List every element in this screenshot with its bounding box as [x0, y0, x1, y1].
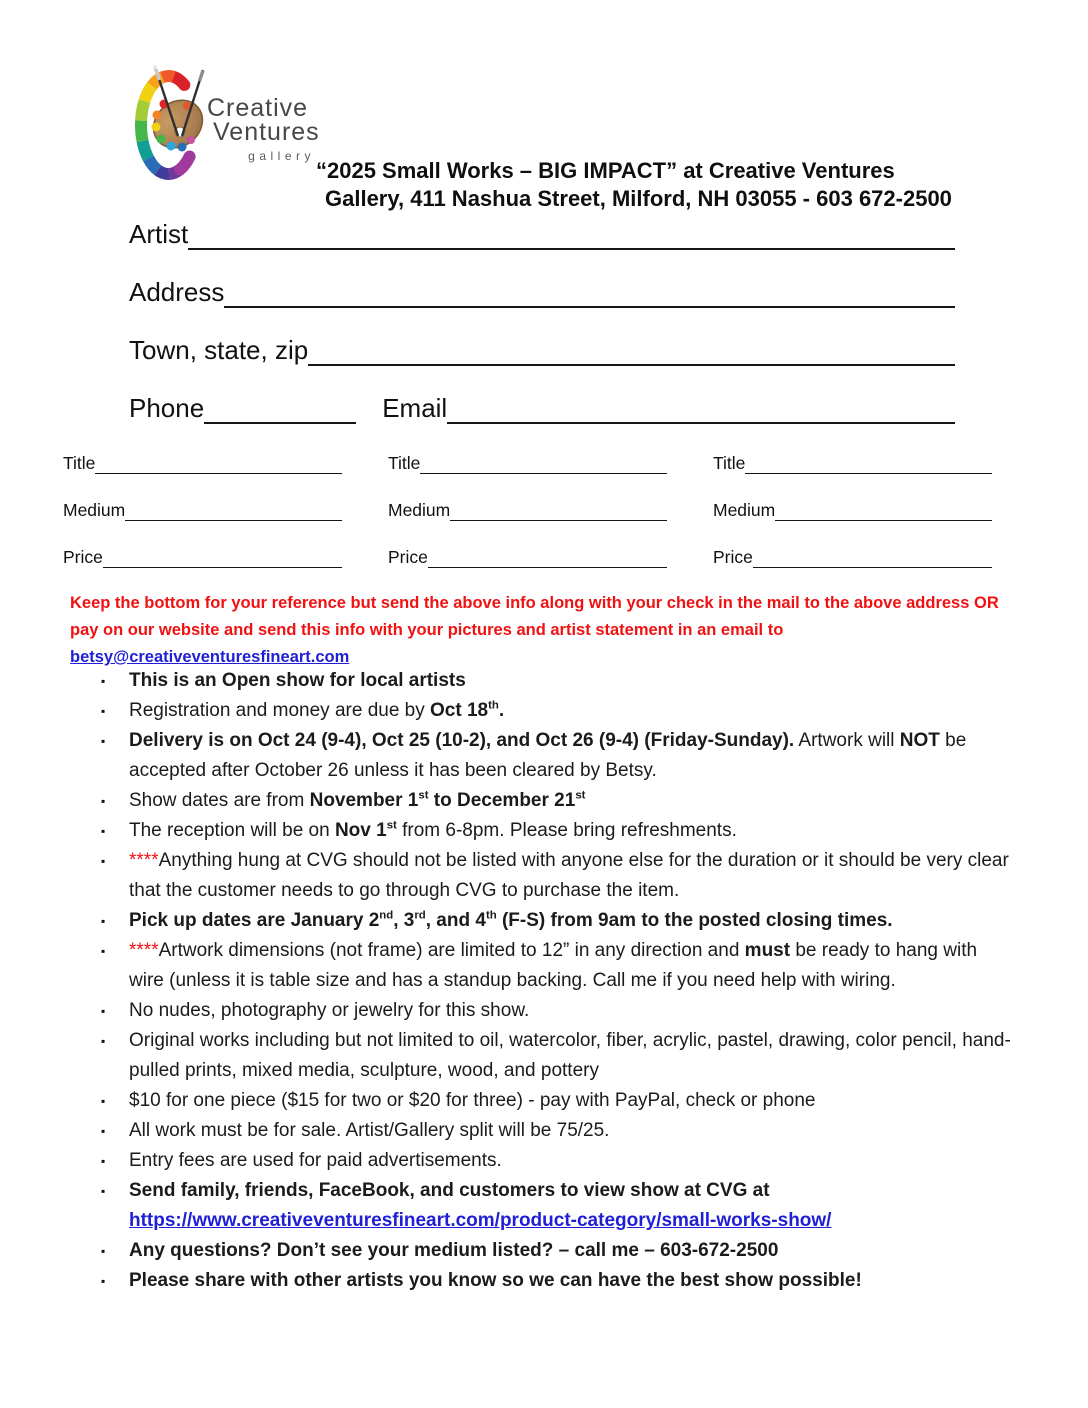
rules-list-item [100, 816, 1015, 846]
bullet-square-icon: ▪ [101, 734, 106, 748]
medium-blank-line [775, 496, 992, 521]
rules-list-item [100, 846, 1015, 906]
field-label-address: Address [129, 277, 225, 307]
text-run: rd [414, 909, 426, 922]
text-run: Oct 18 [430, 700, 489, 721]
text-run: to December 21 [428, 790, 576, 811]
rules-list-item [100, 936, 1015, 996]
address-blank-line [224, 272, 955, 308]
bullet-square-icon: ▪ [101, 1004, 106, 1018]
bullet-square-icon: ▪ [101, 674, 106, 688]
field-label-artist: Artist [129, 219, 189, 249]
text-run: from 6-8pm. Please bring refreshments. [396, 820, 737, 841]
rules-list-item [100, 1086, 1015, 1116]
field-label-medium: Medium [63, 500, 126, 520]
text-run: be ready to hang with wire (unless it is table size and has a standup backing. Call me if you need help with wiring. [129, 940, 978, 991]
text-run: Artwork will [794, 730, 900, 751]
rules-list-item [100, 726, 1015, 786]
text-run: **** [129, 940, 159, 961]
text-run: Nov 1 [334, 820, 387, 841]
text-run: $10 for one piece ($15 for two or $20 for three) - pay with PayPal, check or phone [129, 1090, 816, 1111]
text-run: st [386, 819, 397, 832]
rules-list-item [100, 666, 1015, 696]
bullet-square-icon: ▪ [101, 794, 106, 808]
artwork-field-row [713, 450, 992, 474]
rules-list [100, 666, 1015, 1296]
artwork-field-row [63, 497, 342, 521]
contact-field-row [129, 216, 955, 250]
artwork-field-row [713, 544, 992, 568]
bullet-square-icon: ▪ [101, 1184, 106, 1198]
logo-name-line2: Ventures [213, 118, 320, 146]
text-run: Registration and money are due by [129, 700, 431, 721]
mail-instructions [70, 590, 1030, 671]
text-run: Please share with other artists you know so we can have the best show possible! [129, 1270, 862, 1291]
price-blank-line [753, 543, 992, 568]
text-run: No nudes, photography or jewelry for this show. [129, 1000, 530, 1021]
show-url-link[interactable]: https://www.creativeventuresfineart.com/product-category/small-works-show/ [129, 1210, 832, 1231]
text-run: nd [379, 909, 394, 922]
logo-subtitle: gallery [248, 149, 315, 163]
rules-list-item [100, 1266, 1015, 1296]
email-blank-line [447, 388, 955, 424]
artwork-field-row [63, 544, 342, 568]
text-run: th [488, 699, 499, 712]
creative-ventures-logo [128, 60, 328, 195]
title-blank-line [95, 449, 342, 474]
contact-field-row [129, 390, 955, 424]
bullet-square-icon: ▪ [101, 1124, 106, 1138]
text-run: Pick up dates are January 2 [129, 910, 380, 931]
town-state-zip-blank-line [308, 330, 955, 366]
medium-blank-line [125, 496, 342, 521]
contact-field-row [129, 332, 955, 366]
rules-list-item [100, 1146, 1015, 1176]
contact-field-row [129, 274, 955, 308]
text-run: Anything hung at CVG should not be listed with anyone else for the duration or it should be very clear that the customer needs to go through CVG to purchase the item. [129, 850, 1009, 901]
artwork-column-2 [388, 450, 667, 591]
text-run: st [575, 789, 586, 802]
text-run: NOT [899, 730, 940, 751]
contact-fields [129, 216, 955, 448]
document-title [316, 157, 1006, 213]
text-run: , 3 [393, 910, 415, 931]
rules-list-item [100, 906, 1015, 936]
text-run: be accepted after October 26 unless it has been cleared by Betsy. [129, 730, 967, 781]
text-run: must [744, 940, 791, 961]
rules-list-item [100, 1026, 1015, 1086]
field-label-medium: Medium [388, 500, 451, 520]
logo-name-line1: Creative [207, 94, 309, 122]
artwork-grid [63, 450, 992, 591]
bullet-square-icon: ▪ [101, 854, 106, 868]
field-label-title: Title [388, 453, 421, 473]
price-blank-line [103, 543, 342, 568]
text-run: th [485, 909, 497, 922]
title-blank-line [420, 449, 667, 474]
bullet-square-icon: ▪ [101, 914, 106, 928]
title-line-1: “2025 Small Works – BIG IMPACT” at Creative Ventures [316, 158, 895, 183]
bullet-square-icon: ▪ [101, 704, 106, 718]
bullet-square-icon: ▪ [101, 1244, 106, 1258]
text-run: . [498, 700, 505, 721]
bullet-square-icon: ▪ [101, 1274, 106, 1288]
text-run: st [418, 789, 429, 802]
email-link[interactable]: betsy@creativeventuresfineart.com [70, 648, 350, 666]
field-label-price: Price [713, 547, 753, 567]
text-run: Artwork dimensions (not frame) are limited to 12” in any direction and [158, 940, 745, 961]
text-run: Original works including but not limited to oil, watercolor, fiber, acrylic, pastel, drawing, color pencil, hand-pulled prints, mixed media, sculpture, wood, and pottery [129, 1030, 1011, 1081]
field-label-medium: Medium [713, 500, 776, 520]
text-run: Send family, friends, FaceBook, and customers to view show at CVG at [129, 1180, 770, 1201]
bullet-square-icon: ▪ [101, 824, 106, 838]
field-label-price: Price [63, 547, 103, 567]
bullet-square-icon: ▪ [101, 1154, 106, 1168]
field-label-title: Title [713, 453, 746, 473]
text-run: Show dates are from [129, 790, 310, 811]
rules-list-item [100, 786, 1015, 816]
field-label-title: Title [63, 453, 96, 473]
price-blank-line [428, 543, 667, 568]
title-blank-line [745, 449, 992, 474]
artwork-field-row [388, 544, 667, 568]
field-label-price: Price [388, 547, 428, 567]
rules-list-item [100, 1176, 1015, 1236]
field-label-email: Email [382, 393, 448, 423]
artwork-field-row [388, 497, 667, 521]
text-run: Entry fees are used for paid advertisements. [129, 1150, 502, 1171]
text-run: Any questions? Don’t see your medium listed? – call me – 603-672-2500 [129, 1240, 779, 1261]
text-run: This is an Open show for local artists [129, 670, 466, 691]
text-run: **** [129, 850, 159, 871]
text-run: The reception will be on [129, 820, 335, 841]
artwork-field-row [63, 450, 342, 474]
rules-list-item [100, 1236, 1015, 1266]
phone-blank-line [204, 388, 356, 424]
bullet-square-icon: ▪ [101, 1094, 106, 1108]
artwork-field-row [388, 450, 667, 474]
artwork-column-3 [713, 450, 992, 591]
text-run: (F-S) from 9am to the posted closing times. [496, 910, 893, 931]
rules-list-item [100, 1116, 1015, 1146]
bullet-square-icon: ▪ [101, 944, 106, 958]
text-run: Delivery is on Oct 24 (9-4), Oct 25 (10-2), and Oct 26 (9-4) (Friday-Sunday). [129, 730, 795, 751]
text-run: Keep the bottom for your reference but send the above info along with your check in the mail to the above address OR pay on our website and send this info with your pictures and artist statement in an email to [70, 594, 999, 639]
field-label-phone: Phone [129, 393, 205, 423]
medium-blank-line [450, 496, 667, 521]
field-label-town-state-zip: Town, state, zip [129, 335, 309, 365]
artist-blank-line [188, 214, 955, 250]
text-run: , and 4 [425, 910, 486, 931]
bullet-square-icon: ▪ [101, 1034, 106, 1048]
text-run: November 1 [309, 790, 419, 811]
text-run: All work must be for sale. Artist/Gallery split will be 75/25. [129, 1120, 610, 1141]
title-line-2: Gallery, 411 Nashua Street, Milford, NH 03055 - 603 672-2500 [325, 186, 952, 211]
rules-list-item [100, 996, 1015, 1026]
rules-list-item [100, 696, 1015, 726]
artwork-column-1 [63, 450, 342, 591]
artwork-field-row [713, 497, 992, 521]
